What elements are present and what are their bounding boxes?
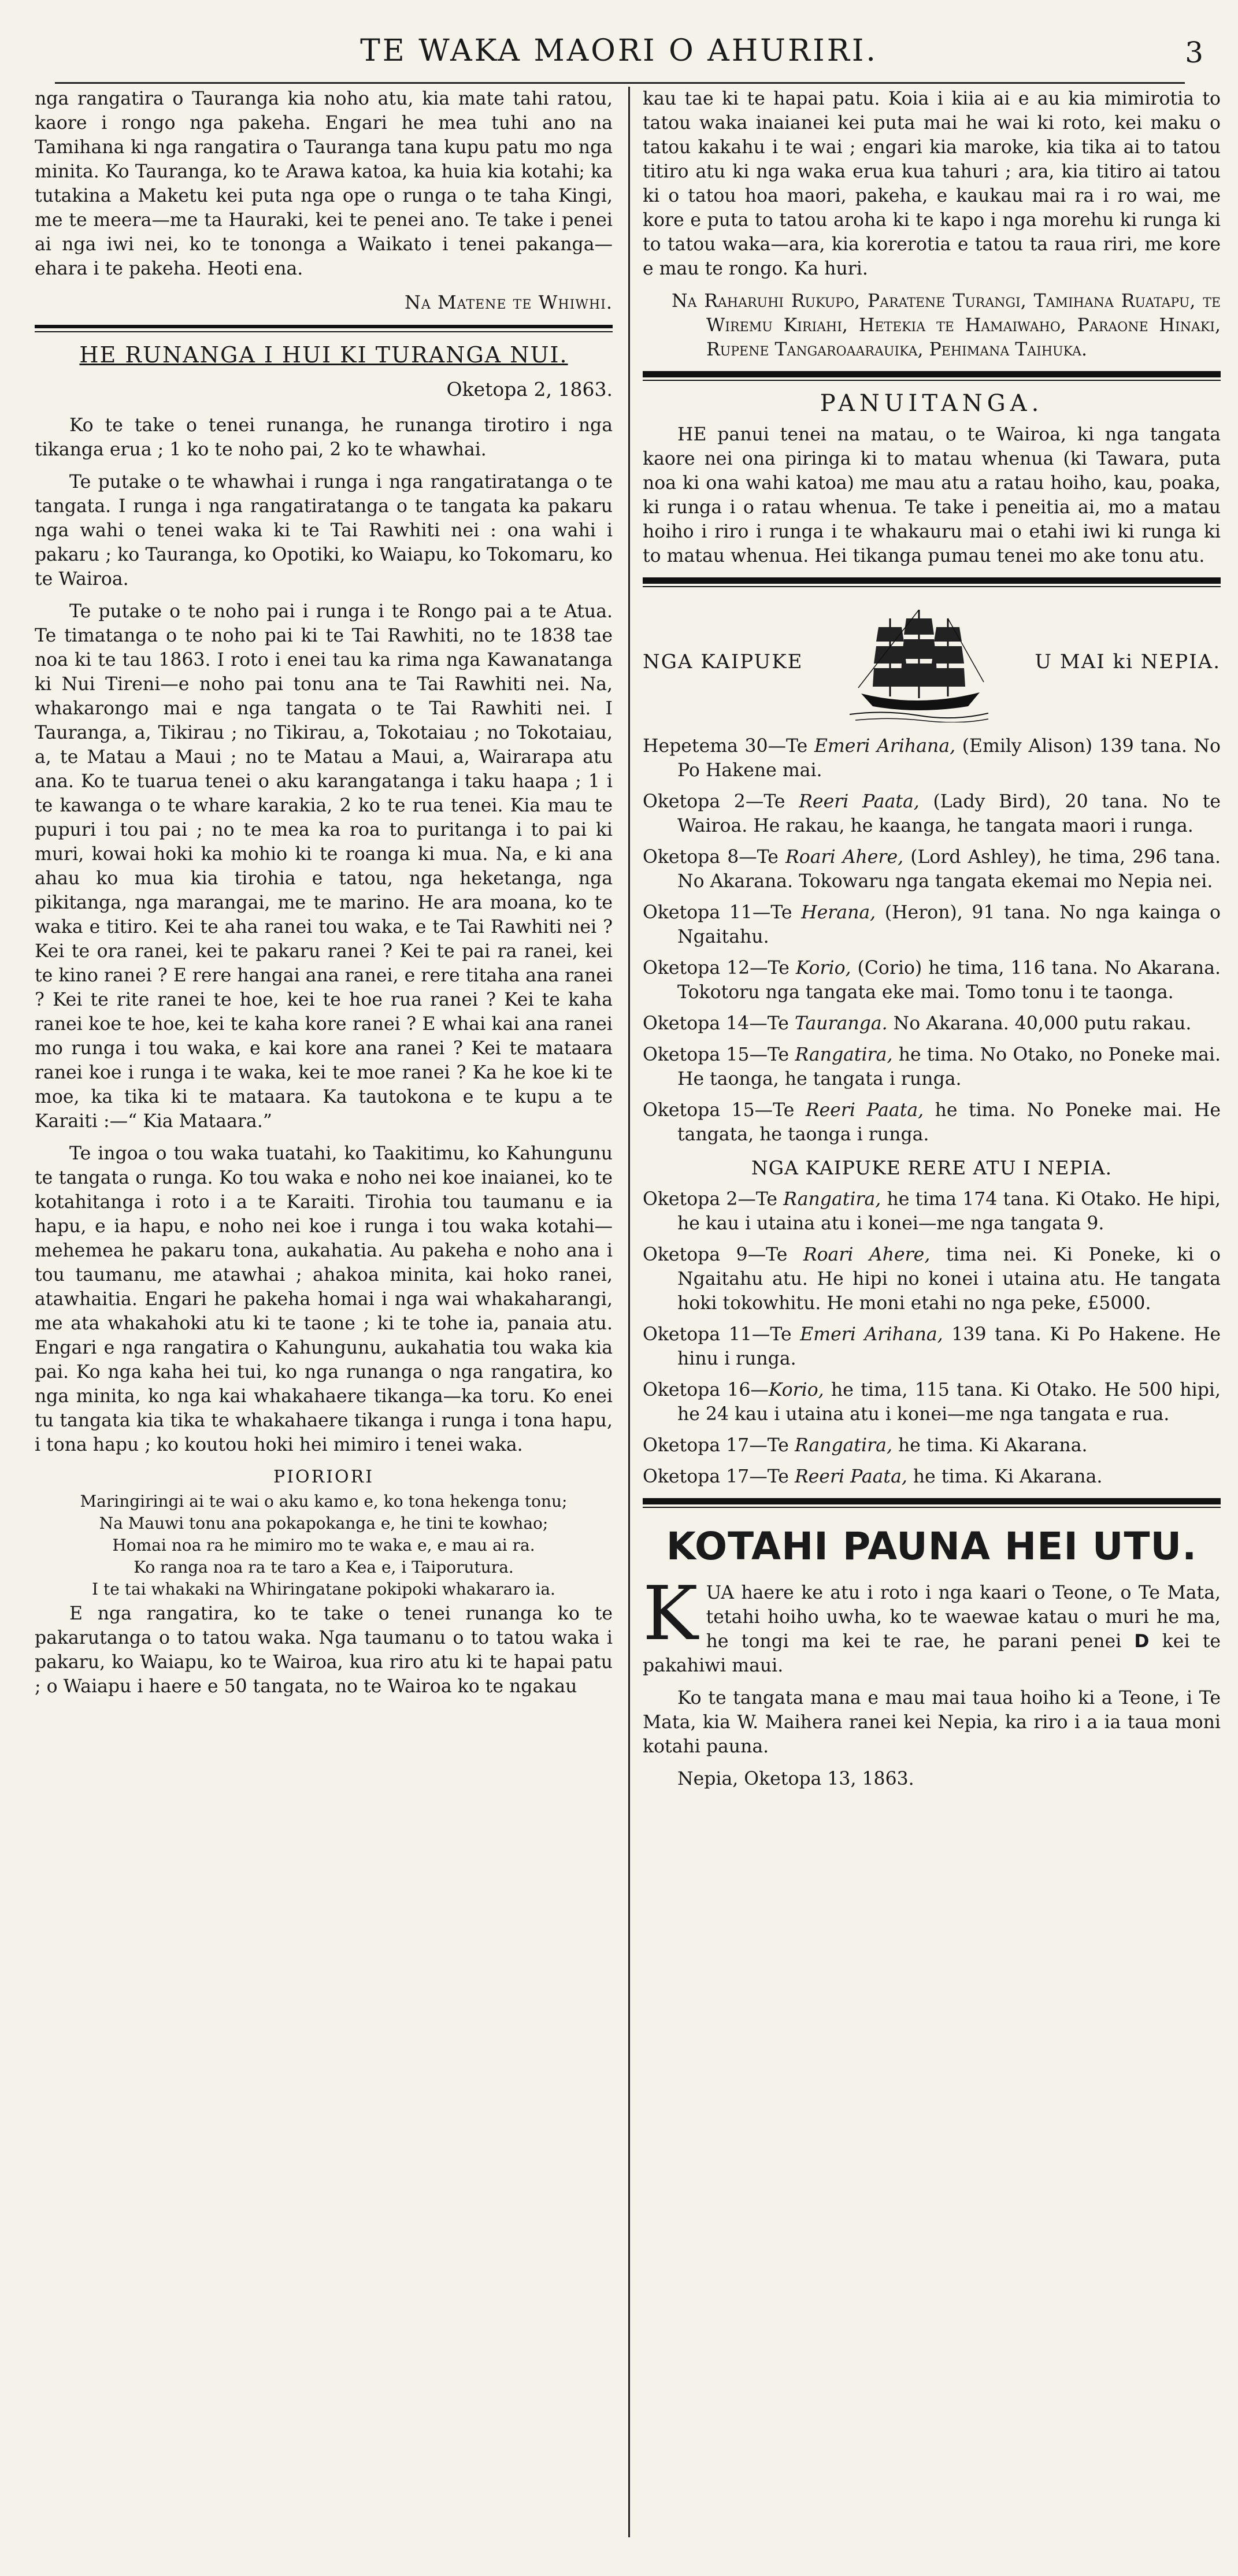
article-paragraph: Te putake o te noho pai i runga i te Rongo pai a te Atua. Te timatanga o te noho pai ki te Tai Rawhiti, no te 1838 tae noa ki te tau 1863. I roto i enei tau ka rima nga Kawanatanga ki Nui Tireni—e noho pai tonu ana te Tai Rawhiti nei. Na, whakarongo mai e nga tangata o te Tai Rawhiti nei. I Tauranga, a, Tikirau ; no Tikirau, a, Tokotaiau ; no Tokotaiau, a, te Matau a Maui ; no te Matau a Maui, a, Wairarapa atu ana. Ko te tuarua tenei o aku karangatanga i taku haapa ; 1 i te kawanga o te whare karakia, 2 ko te rua tenei. Kia mau te pupuri i tou pai ; no te mea ka roa to puritanga i to pai ki muri, kowai hoki ka mohio ki te roanga ki mua. Na, e ki ana ahau ko mua kia tirohia e tatou, nga heketanga, nga pikitanga, nga marangai, me te marino. He ara moana, ko te waka e titiro. Kei te aha ranei tou waka, e te Tai Rawhiti nei ? Kei te ora ranei, kei te pakaru ranei ? Kei te pai ra ranei, kei te kino ranei ? E rere hangai ana ranei, e rere titaha ana ranei ? Kei te rite ranei te hoe, kei te hoe rua ranei ? Kei te kaha ranei koe te hoe, kei te kaha kore ranei ? E whai kai ana ranei mo runga i tou waka, e kai kore ana ranei ? Kei te mataara ranei koe i runga i te waka, kei te moe ranei ? Ka he koe ki te moe, ka tika ki te mataara. Ka tautokona e te kupu a te Karaiti :—“ Kia Mataara.”	[35, 601, 613, 1132]
section-title: HE RUNANGA I HUI KI TURANGA NUI.	[79, 342, 568, 368]
shipping-label-left: NGA KAIPUKE	[643, 650, 803, 673]
newspaper-title: TE WAKA MAORI O AHURIRI.	[360, 34, 878, 68]
list-item: Hepetema 30—Te Emeri Arihana, (Emily Alison) 139 tana. No Po Hakene mai.	[643, 736, 1221, 781]
notice-text: HE panui tenei na matau, o te Wairoa, ki nga tangata kaore nei ona piringa ki to matau whenua (ki Tawara, puta noa ki ona wahi katoa) me mau atu a ratau hoiho, kau, poaka, ki runga i o ratau whenua. Te take i peneitia ai, mo a matau hoiho i riro i runga i te whakauru mai o etahi iwi ki runga ki to matau whenua. Hei tikanga pumau tenei mo ake tonu atu.	[643, 424, 1221, 566]
notice-title: PANUITANGA.	[820, 390, 1044, 417]
column-divider	[628, 87, 630, 2537]
poem-line: Ko ranga noa ra te taro a Kea e, i Taiporutura.	[134, 1558, 514, 1577]
left-column	[35, 87, 613, 1707]
brand-mark: D	[1134, 1631, 1150, 1652]
article-paragraph: Te putake o te whawhai i runga i nga rangatiratanga o te tangata. I runga i nga rangatiratanga o te tangata ka pakaru nga wahi o tenei waka ki te Tai Rawhiti nei : ona wahi i pakaru ; ko Tauranga, ko Opotiki, ko Waiapu, ko Tokomaru, ko te Wairoa.	[35, 472, 613, 590]
article-paragraph: E nga rangatira, ko te take o tenei runanga ko te pakarutanga o to tatou waka. Nga taumanu o to tatou waka i pakaru, ko Waiapu, ko te Wairoa, kua riro atu ki te hapai patu ; o Waiapu i haere e 50 tangata, no te Wairoa ko te ngakau	[35, 1603, 613, 1697]
right-column	[643, 87, 1221, 1799]
poem-line: Homai noa ra he mimiro mo te waka e, e mau ai ra.	[112, 1536, 535, 1555]
list-item: Oketopa 8—Te Roari Ahere, (Lord Ashley), he tima, 296 tana. No Akarana. Tokowaru nga tangata ekemai mo Nepia nei.	[643, 847, 1221, 892]
drop-cap: K	[643, 1571, 698, 1657]
list-item: Oketopa 17—Te Rangatira, he tima. Ki Akarana.	[643, 1435, 1088, 1456]
continued-paragraph: nga rangatira o Tauranga kia noho atu, kia mate tahi ratou, kaore i rongo nga pakeha. Engari he mea tuhi ano na Tamihana ki nga rangatira o Tauranga tana kupu patu mo nga minita. Ko Tauranga, ko te Arawa katoa, ka huia kia kotahi; ka tutakina a Maketu kei puta nga ope o runga o te taha Kingi, me te meera—me ta Hauraki, kei te penei ano. Te take i penei ai nga iwi nei, ko te tononga a Waikato i tenei pakanga—ehara i te pakeha. Heoti ena.	[35, 88, 613, 279]
advertisement-paragraph: KUA haere ke atu i roto i nga kaari o Teone, o Te Mata, tetahi hoiho uwha, ko te waewae katau o muri he ma, he tongi ma kei te rae, he parani penei D kei te pakahiwi maui.	[643, 1571, 1221, 1676]
section-rule	[35, 325, 613, 332]
poem-title: PIORIORI	[273, 1467, 375, 1487]
poem-line: Maringiringi ai te wai o aku kamo e, ko tona hekenga tonu;	[80, 1492, 568, 1511]
section-rule	[643, 371, 1221, 381]
page-number: 3	[1185, 36, 1203, 69]
poem-line: I te tai whakaki na Whiringatane pokipoki whakararo ia.	[92, 1580, 555, 1599]
continued-paragraph: kau tae ki te hapai patu. Koia i kiia ai e au kia mimirotia to tatou waka inaianei kei puta mai he wai ki roto, kei maku o tatou kakahu i te wai ; engari kia maroke, kia tika ai to tatou titiro atu ki nga waka erua kua tahuri ; ara, kia titiro ai tatou ki o tatou hoa maori, pakeha, e kaukau mai ra i ro wai, me kore e puta to tatou aroha ki te kapo i nga morehu ki runga ki to tatou waka—ara, kia korerotia e tatou ta raua riri, me kore e mau te rongo. Ka huri.	[643, 88, 1221, 279]
section-rule	[643, 1498, 1221, 1508]
article-signature: Na Matene te Whiwhi.	[404, 291, 613, 313]
list-item: Oketopa 16—Korio, he tima, 115 tana. Ki Otako. He 500 hipi, he 24 kau i utaina atu i konei—me nga tangata e rua.	[643, 1380, 1221, 1425]
list-item: Oketopa 15—Te Reeri Paata, he tima. No Poneke mai. He tangata, he taonga i runga.	[643, 1100, 1221, 1145]
list-item: Oketopa 2—Te Rangatira, he tima 174 tana. Ki Otako. He hipi, he kau i utaina atu i konei—me nga tangata 9.	[643, 1189, 1221, 1234]
section-rule	[643, 577, 1221, 587]
list-item: Oketopa 11—Te Herana, (Heron), 91 tana. No nga kainga o Ngaitahu.	[643, 902, 1221, 947]
advertisement-title: KOTAHI PAUNA HEI UTU.	[666, 1524, 1198, 1569]
shipping-label-right: U MAI ki NEPIA.	[1035, 650, 1221, 673]
list-item: Oketopa 11—Te Emeri Arihana, 139 tana. Ki Po Hakene. He hinu i runga.	[643, 1324, 1221, 1369]
header-rule	[55, 82, 1185, 84]
poem-line: Na Mauwi tonu ana pokapokanga e, he tini te kowhao;	[99, 1514, 548, 1533]
poem-block	[35, 1465, 613, 1599]
advertisement-dateline: Nepia, Oketopa 13, 1863.	[677, 1769, 914, 1789]
advertisement-paragraph: Ko te tangata mana e mau mai taua hoiho ki a Teone, i Te Mata, kia W. Maihera ranei kei Nepia, ka riro i a ia taua moni kotahi pauna.	[643, 1688, 1221, 1757]
article-signers: Na Raharuhi Rukupo, Paratene Turangi, Tamihana Ruatapu, te Wiremu Kiriahi, Hetekia te Hamaiwaho, Paraone Hinaki, Rupene Tangaroaarauika, Pehimana Taihuka.	[672, 291, 1221, 360]
page-header	[0, 0, 1238, 87]
departures-list	[643, 1187, 1221, 1489]
article-paragraph: Ko te take o tenei runanga, he runanga tirotiro i nga tikanga erua ; 1 ko te noho pai, 2 ko te whawhai.	[35, 415, 613, 460]
shipping-header	[643, 601, 1221, 722]
list-item: Oketopa 14—Te Tauranga. No Akarana. 40,000 putu rakau.	[643, 1013, 1192, 1034]
article-paragraph: Te ingoa o tou waka tuatahi, ko Taakitimu, ko Kahungunu te tangata o runga. Ko tou waka e noho nei koe inaianei, ko te kotahitanga i roto i a te Karaiti. Tirohia tou taumanu e ia hapu, e ia hapu, e noho nei koe i runga i tou waka kotahi—mehemea he pakaru tona, aukahatia. Au pakeha e noho ana i tou taumanu, me atawhai ; ahakoa minita, kai hoko ranei, atawhaitia. Engari he pakeha homai i nga wai whakaharangi, me ata whakahoki atu ki te taone ; ki te tohe ia, panaia atu. Engari e nga rangatira o Kahungunu, aukahatia tou waka kia pai. Ko nga kaha hei tui, ko nga runanga o nga rangatira, ko nga minita, ko nga kai whakahaere tikanga—ka toru. Ko enei tu tangata kia tika te whakahaere tikanga i runga i tona hapu, i tona hapu ; ko koutou hoki hei mimiro i tenei waka.	[35, 1143, 613, 1455]
list-item: Oketopa 12—Te Korio, (Corio) he tima, 116 tana. No Akarana. Tokotoru nga tangata eke mai. Tomo tonu i te taonga.	[643, 958, 1221, 1003]
sailing-ship-icon	[850, 601, 988, 722]
departures-title: NGA KAIPUKE RERE ATU I NEPIA.	[751, 1157, 1113, 1179]
arrivals-list	[643, 734, 1221, 1147]
list-item: Oketopa 17—Te Reeri Paata, he tima. Ki Akarana.	[643, 1466, 1103, 1487]
section-date: Oketopa 2, 1863.	[446, 378, 613, 401]
list-item: Oketopa 2—Te Reeri Paata, (Lady Bird), 20 tana. No te Wairoa. He rakau, he kaanga, he tangata maori i runga.	[643, 791, 1221, 836]
list-item: Oketopa 9—Te Roari Ahere, tima nei. Ki Poneke, ki o Ngaitahu atu. He hipi no konei i utaina atu. He tangata hoki tokowhitu. He moni etahi no nga peke, £5000.	[643, 1244, 1221, 1314]
list-item: Oketopa 15—Te Rangatira, he tima. No Otako, no Poneke mai. He taonga, he tangata i runga.	[643, 1044, 1221, 1089]
